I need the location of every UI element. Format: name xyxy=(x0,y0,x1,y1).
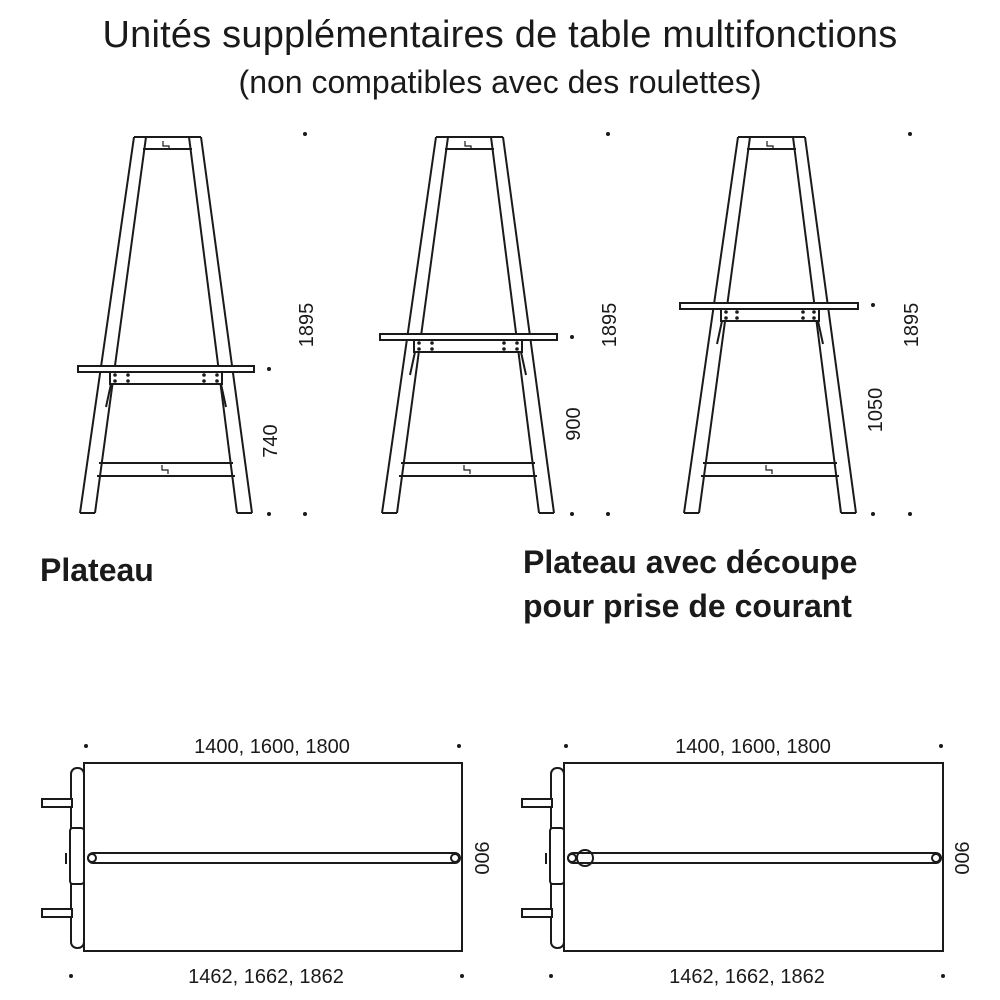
cable-channel xyxy=(88,853,460,863)
dimension-dot-icon xyxy=(303,132,307,136)
dimension-dot-icon xyxy=(941,974,945,978)
dimension-dot-icon xyxy=(549,974,553,978)
channel-end xyxy=(568,854,576,862)
a-frame xyxy=(684,137,856,513)
channel-end xyxy=(88,854,96,862)
dimension-dot-icon xyxy=(908,512,912,516)
dimension-dot-icon xyxy=(570,335,574,339)
plan-heading-decoupe: Plateau avec découpe pour prise de courant xyxy=(523,544,858,624)
dimension-dot-icon xyxy=(303,512,307,516)
shelf-height-label: 740 xyxy=(260,424,282,458)
a-frame xyxy=(80,137,252,513)
bracket-icon xyxy=(163,141,169,149)
shelf-height-label: 900 xyxy=(563,407,585,441)
dimension-dot-icon xyxy=(457,744,461,748)
dimension-dot-icon xyxy=(939,744,943,748)
plan-heading-plateau: Plateau xyxy=(40,552,154,588)
width-label: 1400, 1600, 1800 xyxy=(194,736,350,758)
hook-bottom xyxy=(522,909,552,917)
dimension-dot-icon xyxy=(69,974,73,978)
depth-label: 900 xyxy=(470,841,492,875)
elevation-1050 xyxy=(680,132,923,516)
height-label: 1895 xyxy=(296,302,318,348)
frame-joint xyxy=(70,828,84,884)
elevation-900 xyxy=(380,132,621,516)
hook-top xyxy=(42,799,72,807)
channel-end xyxy=(451,854,459,862)
hook-top xyxy=(522,799,552,807)
dimension-dot-icon xyxy=(564,744,568,748)
total-width-label: 1462, 1662, 1862 xyxy=(188,966,344,988)
shelf xyxy=(78,366,254,407)
total-width-label: 1462, 1662, 1862 xyxy=(669,966,825,988)
bracket-icon xyxy=(766,465,772,474)
dimension-dot-icon xyxy=(606,512,610,516)
height-label: 1895 xyxy=(599,302,621,348)
dimension-dot-icon xyxy=(871,303,875,307)
bracket-icon xyxy=(162,465,168,474)
width-label: 1400, 1600, 1800 xyxy=(675,736,831,758)
dimension-dot-icon xyxy=(84,744,88,748)
channel-end xyxy=(932,854,940,862)
bracket-icon xyxy=(465,141,471,149)
dimension-dot-icon xyxy=(908,132,912,136)
cable-channel xyxy=(568,853,941,863)
plan-decoupe xyxy=(522,736,972,988)
height-label: 1895 xyxy=(901,302,923,348)
elevation-740 xyxy=(78,132,318,516)
bracket-icon xyxy=(464,465,470,474)
page-title: Unités supplémentaires de table multifonctions xyxy=(102,14,898,56)
dimension-dot-icon xyxy=(871,512,875,516)
dimension-dot-icon xyxy=(570,512,574,516)
shelf xyxy=(380,334,557,375)
page-subtitle: (non compatibles avec des roulettes) xyxy=(238,64,762,100)
depth-label: 900 xyxy=(950,841,972,875)
shelf-height-label: 1050 xyxy=(865,387,887,433)
frame-joint xyxy=(550,828,564,884)
dimension-dot-icon xyxy=(267,367,271,371)
dimension-dot-icon xyxy=(606,132,610,136)
a-frame xyxy=(382,137,554,513)
bracket-icon xyxy=(767,141,773,149)
plan-plateau xyxy=(42,736,492,988)
dimension-dot-icon xyxy=(267,512,271,516)
hook-bottom xyxy=(42,909,72,917)
dimension-dot-icon xyxy=(460,974,464,978)
